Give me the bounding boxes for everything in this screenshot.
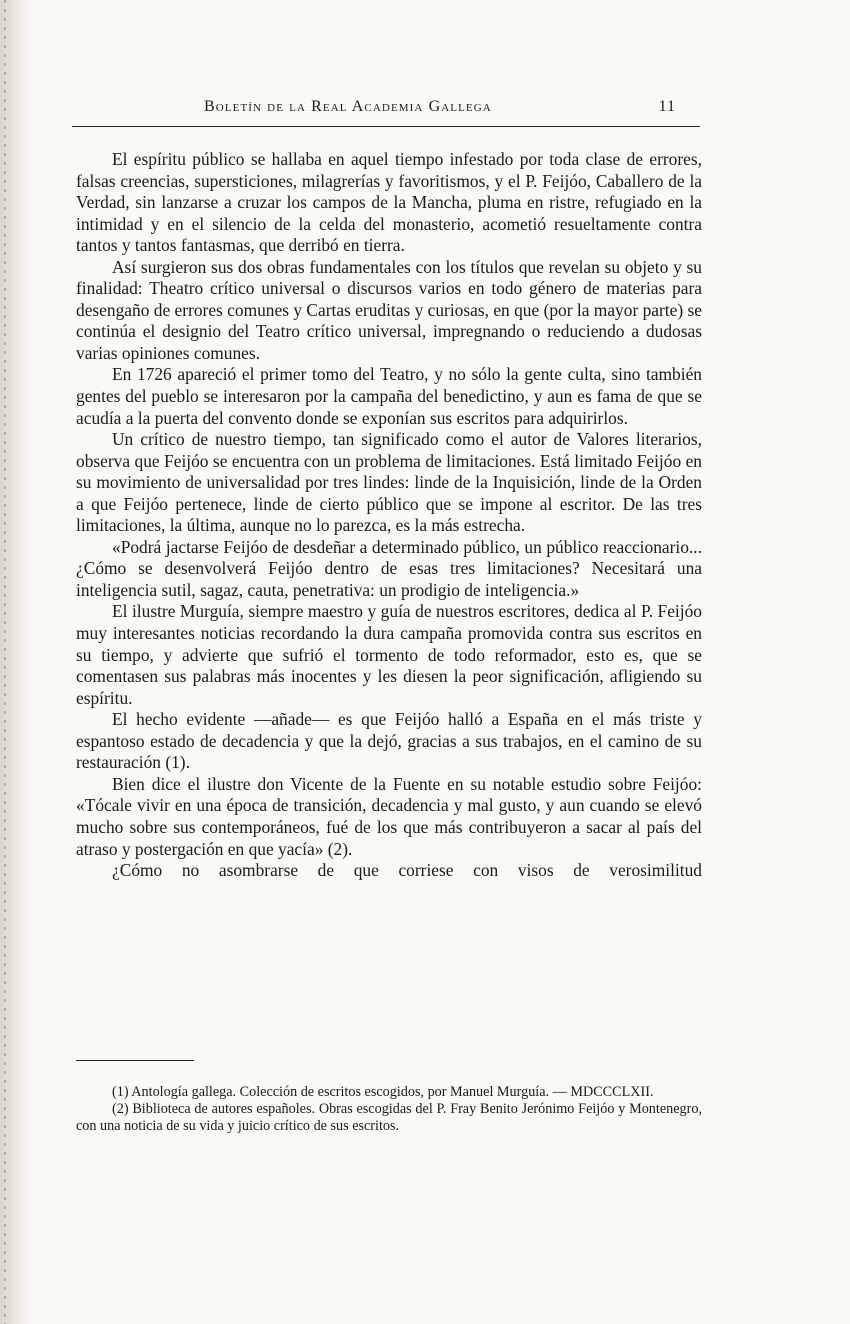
main-text <box>76 149 702 882</box>
paragraph: El hecho evidente —añade— es que Feijóo halló a España en el más triste y espantoso estado de decadencia y que la dejó, gracias a sus trabajos, en el camino de su restauración (1). <box>76 709 702 773</box>
paragraph-continued: ¿Cómo no asombrarse de que corriese con visos de verosimilitud <box>112 860 702 881</box>
page-number: 11 <box>658 98 676 115</box>
footnote: (2) Biblioteca de autores españoles. Obras escogidas del P. Fray Benito Jerónimo Feijóo y Montenegro, con una noticia de su vida y juicio crítico de sus escritos. <box>76 1101 702 1135</box>
running-header <box>72 94 700 127</box>
paragraph-quotation: «Podrá jactarse Feijóo de desdeñar a determinado público, un público reaccionario... ¿Cómo se desenvolverá Feijóo dentro de esas tres limitaciones? Necesitará una inteligencia sutil, sagaz, cauta, penetrativa: un prodigio de inteligencia.» <box>76 536 702 600</box>
paragraph: Bien dice el ilustre don Vicente de la Fuente en su notable estudio sobre Feijóo: «Tócale vivir en una época de transición, decadencia y mal gusto, y aun cuando se elevó mucho sobre sus contemporáneos, fué de los que más contribuyeron a sacar al país del atraso y postergación en que yacía» (2). <box>76 773 702 859</box>
footnotes <box>76 1084 702 1136</box>
paragraph: Un crítico de nuestro tiempo, tan significado como el autor de Valores literarios, observa que Feijóo se encuentra con un problema de limitaciones. Está limitado Feijóo en su movimiento de universalidad por tres lindes: linde de la Inquisición, linde de la Orden a que Feijóo pertenece, linde de cierto público que se impone al escritor. De las tres limitaciones, la última, aunque no lo parezca, es la más estrecha. <box>76 429 702 536</box>
paragraph: Así surgieron sus dos obras fundamentales con los títulos que revelan su objeto y su finalidad: Theatro crítico universal o discursos varios en todo género de materias para desengaño de errores comunes y Cartas eruditas y curiosas, en que (por la mayor parte) se continúa el designio del Teatro crítico universal, impregnando o reduciendo a dudosas varias opiniones comunes. <box>76 256 702 363</box>
book-binding-edge <box>0 0 34 1324</box>
running-title: Boletín de la Real Academia Gallega <box>204 98 492 115</box>
paragraph: El espíritu público se hallaba en aquel tiempo infestado por toda clase de errores, falsas creencias, supersticiones, milagrerías y favoritismos, y el P. Feijóo, Caballero de la Verdad, sin lanzarse a cruzar los campos de la Mancha, pluma en ristre, refugiado en la intimidad y en el silencio de la celda del monasterio, acometió resueltamente contra tantos y tantos fantasmas, que derribó en tierra. <box>76 149 702 256</box>
paragraph: El ilustre Murguía, siempre maestro y guía de nuestros escritores, dedica al P. Feijóo muy interesantes noticias recordando la dura campaña promovida contra sus escritos en su tiempo, y advierte que sufrió el tormento de todo reformador, esto es, que se comentasen sus palabras más inocentes y les diesen la peor significación, afligiendo su espíritu. <box>76 601 702 708</box>
footnote: (1) Antología gallega. Colección de escritos escogidos, por Manuel Murguía. — MDCCCLXII. <box>112 1084 654 1100</box>
paragraph: En 1726 apareció el primer tomo del Teatro, y no sólo la gente culta, sino también gentes del pueblo se interesaron por la campaña del benedictino, y aun es fama de que se acudía a la puerta del convento donde se exponían sus escritos para adquirirlos. <box>76 364 702 428</box>
footnote-divider <box>76 1060 194 1061</box>
